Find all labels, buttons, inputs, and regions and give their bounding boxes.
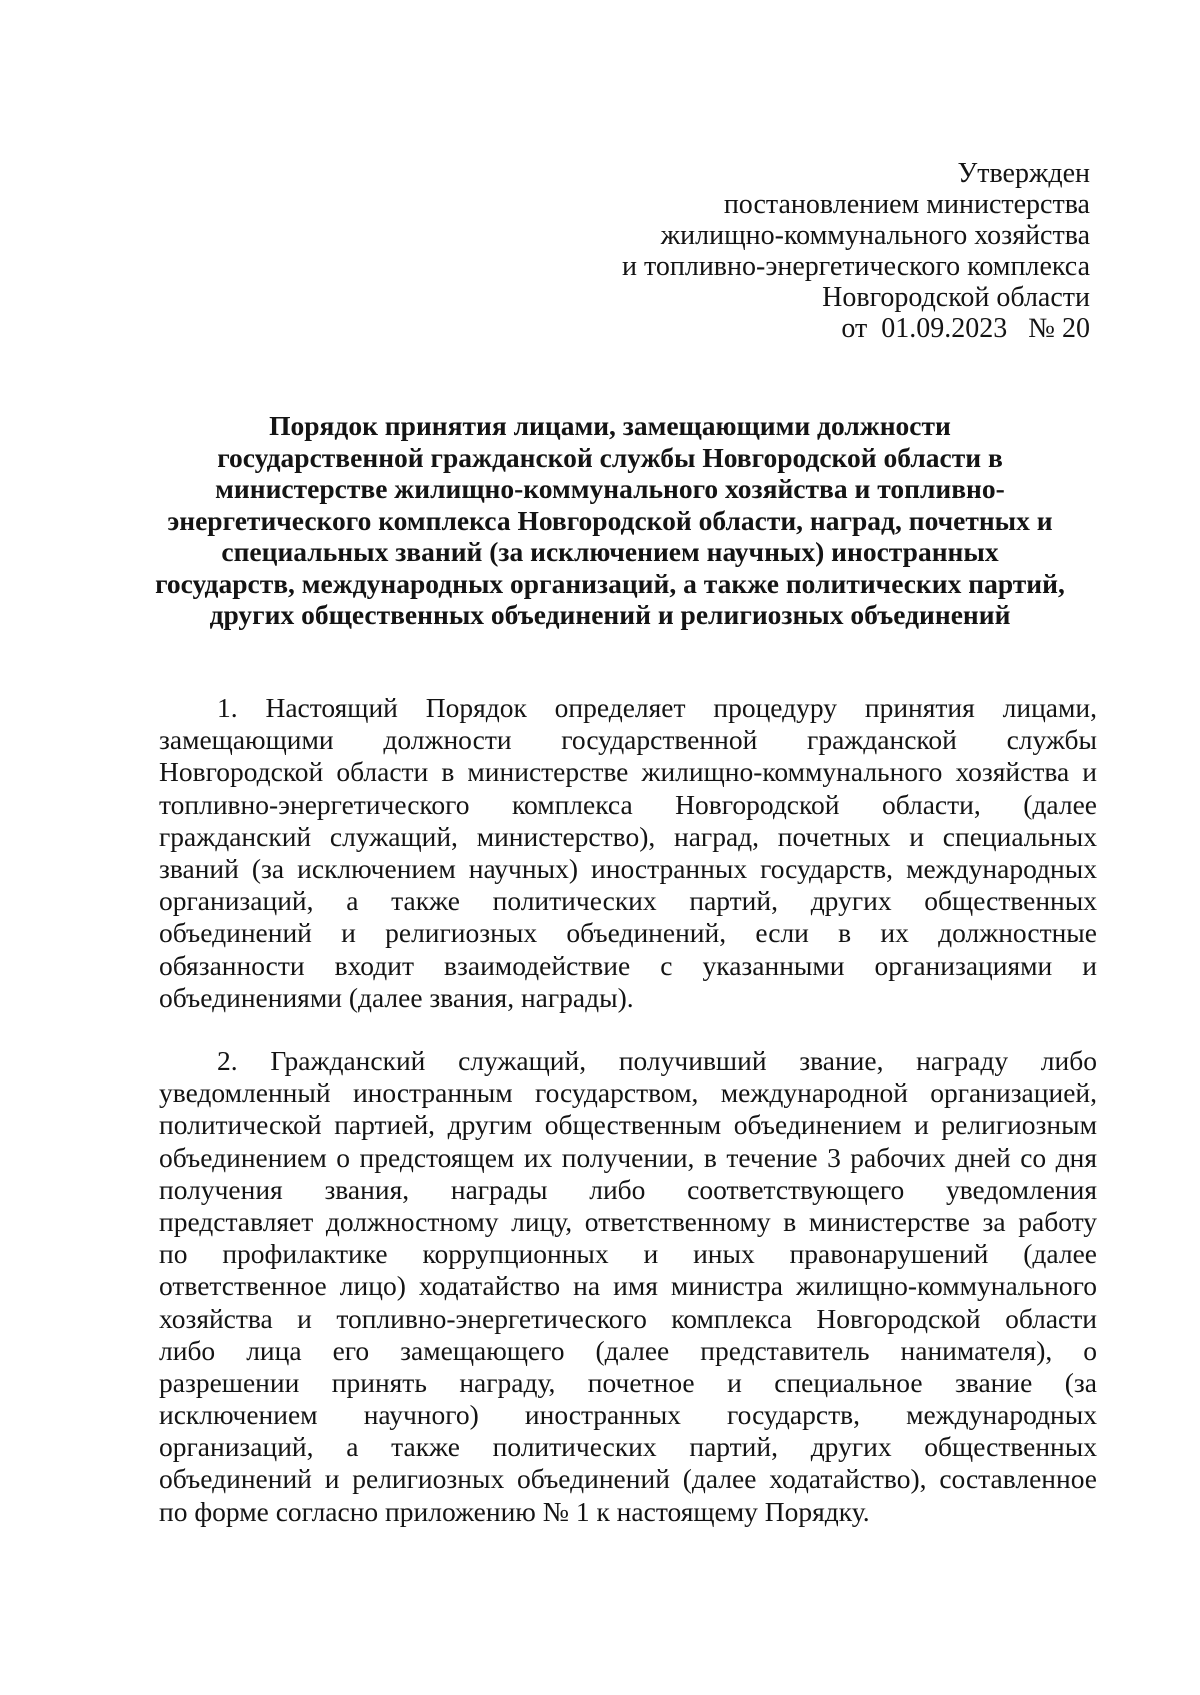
paragraph-line: хозяйства и топливно-энергетического комплекса Новгородской области	[159, 1302, 1097, 1334]
title-line: министерстве жилищно-коммунального хозяйства и топливно-	[215, 473, 1005, 504]
paragraph-line: получения звания, награды либо соответствующего уведомления	[159, 1173, 1097, 1205]
paragraph-line: исключением научного) иностранных государств, международных	[159, 1399, 1097, 1431]
paragraph-line: званий (за исключением научных) иностранных государств, международных	[159, 852, 1097, 884]
approval-date-number: от 01.09.2023 № 20	[841, 313, 1090, 344]
title-line: специальных званий (за исключением научных) иностранных	[221, 536, 999, 567]
title-line: государств, международных организаций, а также политических партий,	[155, 567, 1065, 599]
paragraph-line: по форме согласно приложению № 1 к настоящему Порядку.	[159, 1495, 870, 1527]
paragraph-2	[159, 1045, 1097, 1528]
paragraph-line: уведомленный иностранным государством, международной организацией,	[159, 1077, 1097, 1109]
paragraph-line: объединений и религиозных объединений (далее ходатайство), составленное	[159, 1463, 1097, 1495]
approval-line: Утвержден	[957, 158, 1090, 189]
paragraph-line: Новгородской области в министерстве жилищно-коммунального хозяйства и	[159, 756, 1097, 788]
title-line: других общественных объединений и религиозных объединений	[209, 599, 1011, 630]
title-line: энергетического комплекса Новгородской области, наград, почетных и	[167, 504, 1053, 536]
paragraph-line: ответственное лицо) ходатайство на имя министра жилищно-коммунального	[159, 1270, 1097, 1302]
paragraph-line: 2. Гражданский служащий, получивший звание, награду либо	[217, 1045, 1097, 1076]
paragraph-line: организаций, а также политических партий, других общественных	[159, 1431, 1097, 1463]
approval-line: и топливно-энергетического комплекса	[622, 251, 1090, 282]
paragraph-line: разрешении принять награду, почетное и специальное звание (за	[159, 1366, 1097, 1398]
paragraph-line: представляет должностному лицу, ответственному в министерстве за работу	[159, 1205, 1097, 1237]
paragraph-line: организаций, а также политических партий, других общественных	[159, 885, 1097, 917]
paragraph-line: либо лица его замещающего (далее представитель нанимателя), о	[159, 1334, 1097, 1366]
document-title	[140, 410, 1080, 631]
paragraph-line: объединением о предстоящем их получении, в течение 3 рабочих дней со дня	[159, 1141, 1097, 1173]
paragraph-line: замещающими должности государственной гражданской службы	[159, 724, 1097, 756]
approval-line: постановлением министерства	[723, 189, 1090, 220]
paragraph-line: обязанности входит взаимодействие с указанными организациями и	[159, 949, 1097, 981]
approval-line: жилищно-коммунального хозяйства	[660, 220, 1090, 251]
paragraph-line: топливно-энергетического комплекса Новгородской области, (далее	[159, 788, 1097, 820]
paragraph-1	[159, 692, 1097, 1014]
title-line: государственной гражданской службы Новгородской области в	[217, 441, 1003, 473]
paragraph-line: политической партией, другим общественным объединением и религиозным	[159, 1109, 1097, 1141]
approval-stamp	[530, 158, 1090, 344]
approval-line: Новгородской области	[822, 282, 1090, 313]
paragraph-line: объединений и религиозных объединений, если в их должностные	[159, 917, 1097, 949]
paragraph-line: 1. Настоящий Порядок определяет процедуру принятия лицами,	[217, 692, 1097, 723]
paragraph-line: по профилактике коррупционных и иных правонарушений (далее	[159, 1238, 1097, 1270]
paragraph-line: гражданский служащий, министерство), наград, почетных и специальных	[159, 820, 1097, 852]
title-line: Порядок принятия лицами, замещающими должности	[269, 410, 951, 441]
paragraph-line: объединениями (далее звания, награды).	[159, 981, 634, 1013]
